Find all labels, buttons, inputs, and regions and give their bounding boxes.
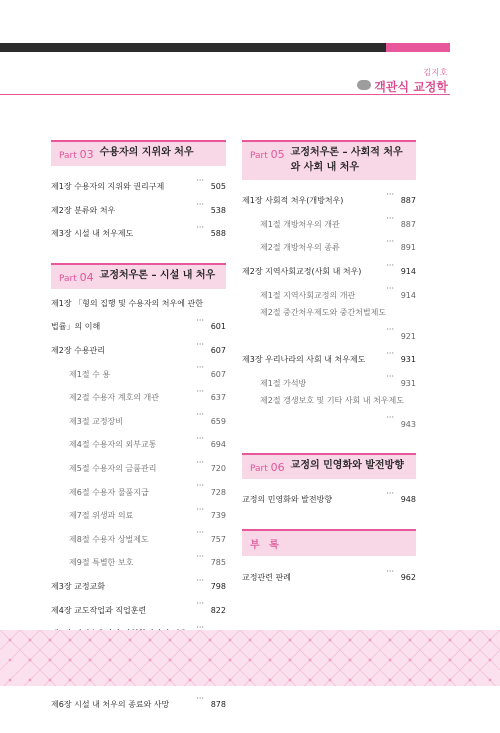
pattern-dot	[349, 639, 352, 642]
toc-entry-title: 교정관련 판례	[242, 572, 291, 582]
leader-dots	[159, 383, 206, 400]
toc-page-number: 962	[400, 572, 416, 582]
toc-right-column	[242, 140, 416, 606]
toc-subentry[interactable]	[51, 548, 226, 572]
pattern-dot	[149, 679, 152, 682]
book-badge-icon	[357, 80, 371, 90]
pattern-dot	[209, 659, 212, 662]
toc-entry[interactable]	[51, 295, 226, 312]
pattern-dot	[29, 659, 32, 662]
pattern-dot	[329, 659, 332, 662]
part-word: Part	[59, 273, 77, 284]
toc-page-number: 538	[210, 205, 226, 215]
toc-entry[interactable]	[242, 485, 416, 509]
toc-page-number: 943	[400, 419, 416, 429]
leader-dots	[105, 336, 206, 353]
pattern-dot	[9, 659, 12, 662]
part-number: 04	[79, 270, 94, 284]
pattern-dot	[489, 659, 492, 662]
leader-dots	[343, 186, 396, 203]
toc-entry-title: 제3장 우리나라의 사회 내 처우제도	[242, 355, 366, 365]
pattern-dot	[429, 639, 432, 642]
pattern-dot	[89, 639, 92, 642]
part-label	[59, 271, 94, 284]
pattern-dot	[389, 659, 392, 662]
toc-subentry[interactable]	[242, 321, 416, 345]
toc-entry-title: 제2절 갱생보호 및 기타 사회 내 처우제도	[260, 396, 404, 406]
pattern-dot	[269, 679, 272, 682]
pattern-dot	[9, 679, 12, 682]
toc-page-number: 659	[210, 416, 226, 426]
part-label	[250, 461, 285, 474]
pattern-dot	[229, 639, 232, 642]
toc-subentry[interactable]	[51, 430, 226, 454]
toc-entry-title: 제2절 수용자 계호의 개관	[69, 393, 159, 403]
part-heading	[51, 140, 226, 166]
pattern-dot	[409, 639, 412, 642]
toc-page-number: 822	[210, 605, 226, 615]
pattern-dot	[29, 639, 32, 642]
toc-entry-title: 제1장 「형의 집행 및 수용자의 처우에 관한	[51, 298, 203, 308]
leader-dots	[291, 563, 396, 580]
toc-subentry[interactable]	[51, 524, 226, 548]
toc-page-number: 931	[400, 378, 416, 388]
footer-pattern-graphic	[0, 630, 500, 686]
leader-dots	[260, 321, 396, 338]
pattern-dot	[469, 659, 472, 662]
toc-page-number: 505	[210, 182, 226, 192]
part-title: 수용자의 지위와 처우	[99, 147, 194, 158]
pattern-dot	[309, 679, 312, 682]
footer-pattern	[0, 630, 500, 686]
toc-entry-title: 법률」의 이해	[51, 322, 101, 332]
leader-dots	[361, 257, 396, 274]
pattern-dot	[229, 659, 232, 662]
toc-page-number: 588	[210, 229, 226, 239]
toc-entry[interactable]	[242, 563, 416, 587]
pattern-dot	[249, 679, 252, 682]
toc-entry-title: 제3장 교정교화	[51, 581, 106, 591]
part-number: 05	[270, 148, 285, 161]
pattern-dot	[169, 659, 172, 662]
leader-dots	[156, 430, 206, 447]
leader-dots	[149, 524, 206, 541]
pattern-dot	[389, 679, 392, 682]
part-title: 교정처우론 – 시설 내 처우	[99, 269, 216, 281]
toc-entry-title: 제1장 수용자의 지위와 권리구제	[51, 182, 165, 192]
toc-page-number: 728	[210, 487, 226, 497]
pattern-dot	[429, 679, 432, 682]
toc-page-number: 757	[210, 534, 226, 544]
toc-entry-title: 제4장 교도작업과 직업훈련	[51, 605, 147, 615]
part-word: Part	[59, 151, 77, 161]
pattern-dot	[429, 659, 432, 662]
toc-subentry[interactable]	[51, 383, 226, 407]
pattern-dot	[329, 639, 332, 642]
pattern-dot	[249, 639, 252, 642]
toc-entry-title: 제2절 중간처우제도와 중간처벌제도	[260, 307, 387, 317]
toc-entry-title: 제3절 교정장비	[69, 416, 124, 426]
pattern-dot	[369, 639, 372, 642]
leader-dots	[156, 454, 206, 471]
toc-entry-title: 제9절 특별한 보호	[69, 558, 134, 568]
leader-dots	[355, 280, 396, 297]
book-author: 김지호	[423, 68, 448, 77]
pattern-dot	[489, 679, 492, 682]
leader-dots	[306, 368, 396, 385]
pattern-dot	[449, 679, 452, 682]
leader-dots	[133, 219, 206, 236]
leader-dots	[133, 501, 206, 518]
toc-entry-title: 제1절 수 용	[69, 369, 111, 379]
toc-subentry[interactable]	[51, 359, 226, 383]
toc-entry-title: 제1절 개방처우의 개관	[260, 219, 340, 229]
toc-entry-title: 제2장 지역사회교정(사회 내 처우)	[242, 267, 362, 277]
pattern-dot	[109, 659, 112, 662]
pattern-line	[0, 630, 40, 686]
toc-page-number: 798	[210, 581, 226, 591]
pattern-line	[480, 630, 500, 686]
pattern-dot	[309, 659, 312, 662]
header-divider	[0, 94, 450, 95]
pattern-dot	[209, 679, 212, 682]
part-heading	[51, 263, 226, 289]
pattern-dot	[169, 639, 172, 642]
leader-dots	[115, 196, 206, 213]
part-heading	[242, 140, 416, 180]
toc-subentry[interactable]	[242, 210, 416, 234]
pattern-dot	[409, 679, 412, 682]
toc-page-number: 607	[210, 369, 226, 379]
toc-page-number: 931	[400, 355, 416, 365]
toc-subentry[interactable]	[242, 409, 416, 433]
leader-dots	[133, 548, 206, 565]
pattern-dot	[129, 659, 132, 662]
toc-section	[51, 140, 226, 243]
toc-entry-title: 제6장 시설 내 처우의 종료와 사망	[51, 699, 170, 709]
toc-entry-title: 제2절 개방처우의 종류	[260, 243, 340, 253]
leader-dots	[100, 312, 206, 329]
pattern-dot	[89, 679, 92, 682]
toc-page-number: 887	[400, 219, 416, 229]
pattern-dot	[409, 659, 412, 662]
pattern-dot	[469, 679, 472, 682]
part-label	[250, 148, 285, 161]
toc-entry-title: 제2장 수용관리	[51, 345, 106, 355]
leader-dots	[149, 477, 206, 494]
pattern-dot	[329, 679, 332, 682]
toc-page-number: 948	[400, 495, 416, 505]
toc-page-number: 601	[210, 322, 226, 332]
toc-subentry[interactable]	[51, 406, 226, 430]
toc-entry[interactable]	[51, 172, 226, 196]
toc-page-number: 914	[400, 290, 416, 300]
toc-entry[interactable]	[51, 336, 226, 360]
pattern-dot	[149, 659, 152, 662]
pattern-dot	[69, 679, 72, 682]
part-number: 06	[270, 460, 285, 474]
leader-dots	[110, 359, 206, 376]
toc-entry[interactable]	[51, 219, 226, 243]
pattern-dot	[69, 639, 72, 642]
pattern-dot	[49, 659, 52, 662]
pattern-dot	[269, 639, 272, 642]
pattern-dot	[189, 659, 192, 662]
leader-dots	[260, 409, 396, 426]
toc-subentry[interactable]	[51, 501, 226, 525]
toc-section	[242, 529, 416, 587]
toc-entry-title: 제8절 수용자 상벌제도	[69, 534, 149, 544]
leader-dots	[105, 572, 206, 589]
toc-entry[interactable]	[51, 595, 226, 619]
toc-page-number: 914	[400, 267, 416, 277]
toc-entry-title: 제1장 사회적 처우(개방처우)	[242, 196, 344, 206]
toc-entry[interactable]	[51, 196, 226, 220]
pattern-dot	[169, 679, 172, 682]
pattern-dot	[469, 639, 472, 642]
pattern-dot	[349, 659, 352, 662]
pattern-dot	[249, 659, 252, 662]
part-label	[59, 148, 94, 161]
leader-dots	[332, 485, 396, 502]
pattern-dot	[309, 639, 312, 642]
part-title: 교정처우론 – 사회적 처우와 사회 내 처우	[290, 147, 403, 173]
leader-dots	[146, 595, 206, 612]
pattern-dot	[449, 639, 452, 642]
pattern-line	[0, 630, 20, 686]
toc-entry[interactable]	[242, 257, 416, 281]
pattern-dot	[289, 679, 292, 682]
toc-page-number: 720	[210, 463, 226, 473]
toc-entry-title: 제6절 수용자 물품지급	[69, 487, 149, 497]
pattern-line	[460, 630, 500, 686]
pattern-dot	[109, 679, 112, 682]
pattern-dot	[289, 659, 292, 662]
part-heading	[242, 453, 416, 479]
toc-entry-title: 제1절 가석방	[260, 378, 307, 388]
book-title-block	[357, 78, 448, 95]
toc-page-number: 878	[210, 699, 226, 709]
appendix-heading: 부 록	[242, 529, 416, 556]
pattern-dot	[49, 639, 52, 642]
pattern-dot	[29, 679, 32, 682]
pattern-dot	[109, 639, 112, 642]
toc-entry-title: 제1절 지역사회교정의 개관	[260, 290, 356, 300]
book-title: 객관식 교정학	[374, 80, 448, 94]
toc-subentry[interactable]	[242, 280, 416, 304]
toc-subentry[interactable]	[242, 304, 416, 321]
toc-section	[242, 140, 416, 433]
pattern-dot	[129, 639, 132, 642]
toc-subentry[interactable]	[51, 477, 226, 501]
toc-page-number: 637	[210, 393, 226, 403]
toc-page-number: 785	[210, 558, 226, 568]
toc-entry-title: 제3장 시설 내 처우제도	[51, 229, 134, 239]
pattern-dot	[229, 679, 232, 682]
part-number: 03	[79, 148, 94, 161]
toc-entry-title: 제7절 위생과 의료	[69, 511, 134, 521]
toc-page-number: 607	[210, 345, 226, 355]
pattern-dot	[49, 679, 52, 682]
part-word: Part	[250, 463, 268, 474]
toc-page-number: 887	[400, 196, 416, 206]
top-bar	[0, 43, 450, 52]
part-title: 교정의 민영화와 발전방향	[290, 459, 404, 471]
toc-entry-title: 교정의 민영화와 발전방향	[242, 495, 333, 505]
pattern-dot	[69, 659, 72, 662]
leader-dots	[365, 345, 396, 362]
leader-dots	[123, 406, 206, 423]
pattern-dot	[369, 659, 372, 662]
pattern-dot	[129, 679, 132, 682]
pattern-dot	[189, 679, 192, 682]
toc-page-number: 739	[210, 511, 226, 521]
leader-dots	[169, 690, 206, 707]
pattern-dot	[489, 639, 492, 642]
toc-section	[242, 453, 416, 509]
pattern-dot	[389, 639, 392, 642]
pattern-line	[464, 630, 500, 686]
pattern-dot	[349, 679, 352, 682]
pattern-dot	[269, 659, 272, 662]
toc-subentry[interactable]	[242, 392, 416, 409]
toc-page-number: 891	[400, 243, 416, 253]
pattern-dot	[89, 659, 92, 662]
toc-page-number: 921	[400, 331, 416, 341]
pattern-dot	[209, 639, 212, 642]
toc-entry[interactable]	[51, 312, 226, 336]
pattern-dot	[449, 659, 452, 662]
pattern-dot	[9, 639, 12, 642]
leader-dots	[164, 172, 206, 189]
part-word: Part	[250, 151, 268, 161]
toc-entry-title: 제2장 분류와 처우	[51, 205, 116, 215]
toc-entry-title: 제4절 수용자의 외부교통	[69, 440, 157, 450]
pattern-dot	[189, 639, 192, 642]
toc-subentry[interactable]	[242, 233, 416, 257]
leader-dots	[340, 210, 396, 227]
toc-subentry[interactable]	[51, 454, 226, 478]
pattern-dot	[289, 639, 292, 642]
toc-entry[interactable]	[51, 690, 226, 714]
pattern-dot	[369, 679, 372, 682]
pattern-dot	[149, 639, 152, 642]
toc-entry[interactable]	[242, 345, 416, 369]
leader-dots	[340, 233, 396, 250]
toc-entry[interactable]	[242, 186, 416, 210]
toc-page-number: 694	[210, 440, 226, 450]
toc-subentry[interactable]	[242, 368, 416, 392]
toc-entry-title: 제5절 수용자의 금품관리	[69, 463, 157, 473]
toc-entry[interactable]	[51, 572, 226, 596]
